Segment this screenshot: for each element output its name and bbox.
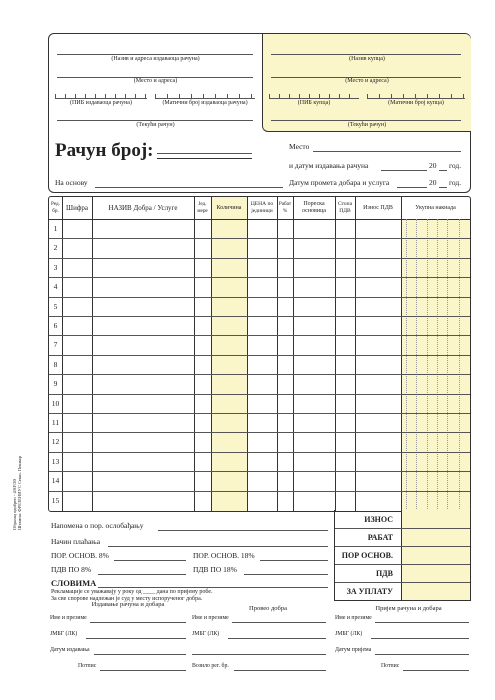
row-number: 14 — [51, 476, 60, 486]
row-number: 10 — [51, 398, 60, 408]
buyer-mb-boxes — [367, 88, 465, 99]
vat-8-label: ПДВ ПО 8% — [51, 565, 92, 574]
col-header-ukupna: Укупна накнада — [415, 204, 456, 211]
total-tax-base-label: ПОР ОСНОВ. — [341, 551, 393, 560]
vehicle-label: Возило рег. бр. — [192, 663, 229, 669]
col-header-sifra: Шифра — [66, 203, 88, 212]
basis-label: На основу — [55, 178, 88, 187]
table-row[interactable] — [49, 258, 470, 278]
row-number: 3 — [53, 262, 58, 272]
vat-18-label: ПДВ ПО 18% — [193, 565, 237, 574]
row-number: 13 — [51, 456, 60, 466]
table-row[interactable] — [49, 316, 470, 336]
issue-date-label: и датум издавања рачуна — [289, 161, 369, 170]
footer-section — [48, 510, 469, 600]
delivery-year-prefix: 20 — [429, 178, 437, 187]
receive-date-label: Датум пријема — [335, 647, 372, 653]
col-header-naziv — [92, 197, 194, 219]
reclamation-line-1: Рекламације се уважавају у року од ____ дана по пријему робе. — [51, 589, 213, 595]
buyer-mb-caption: (Матични број купца) — [388, 100, 444, 106]
table-row[interactable] — [49, 238, 470, 258]
issuer-name-label: Име и презиме — [50, 615, 87, 621]
col-header-rb: Ред. бр. — [51, 201, 60, 214]
payment-method-label: Начин плаћања — [51, 537, 101, 546]
table-row[interactable] — [49, 374, 470, 394]
delivery-year-suffix: год. — [449, 178, 462, 187]
received-by-heading: Пријем рачуна и добара — [375, 605, 442, 612]
issuer-place-caption: (Место и адреса) — [133, 78, 178, 84]
issue-year-prefix: 20 — [429, 161, 437, 170]
row-number: 4 — [53, 282, 58, 292]
buyer-account-caption: (Текући рачун) — [347, 122, 387, 128]
buyer-pib-caption: (ПИБ купца) — [297, 100, 331, 106]
issuer-pib-boxes — [55, 88, 147, 99]
side-imprint-line-1: Образац одобрен - 4/SF/20 — [12, 479, 17, 530]
receiver-signature-label: Потпис — [381, 663, 400, 669]
place-label: Место — [289, 142, 310, 151]
col-header-stopa: Стопа ПДВ — [337, 201, 353, 214]
row-number: 2 — [53, 243, 58, 253]
tax-base-18-label: ПОР. ОСНОВ. 18% — [193, 551, 255, 560]
reclamation-line-2: За све спорове надлежан је суд у месту испорученог добра. — [51, 596, 203, 602]
issue-date-sign-label: Датум издавања — [50, 647, 90, 653]
table-row[interactable] — [49, 471, 470, 491]
tax-base-8-label: ПОР. ОСНОВ. 8% — [51, 551, 109, 560]
row-number: 6 — [53, 321, 58, 330]
issuer-account-caption: (Текући рачун) — [136, 122, 175, 128]
table-row[interactable] — [49, 491, 470, 510]
table-row[interactable] — [49, 452, 470, 472]
issued-by-heading: Издавање рачуна и добара — [91, 601, 165, 608]
issuer-mb-caption: (Матични број издаваоца рачуна) — [162, 100, 248, 106]
col-header-kolicina: Количина — [216, 204, 242, 211]
col-header-cena: ЦЕНА по јединици — [250, 201, 274, 214]
receiver-name-label: Име и презиме — [335, 615, 372, 621]
table-row[interactable] — [49, 219, 470, 239]
buyer-name-caption: (Назив купца) — [349, 56, 385, 62]
buyer-place-caption: (Место и адреса) — [345, 78, 389, 84]
row-number: 8 — [53, 359, 58, 369]
table-row[interactable] — [49, 413, 470, 433]
delivered-by-heading: Провео добра — [249, 605, 287, 612]
issuer-section — [49, 34, 262, 132]
table-row[interactable] — [49, 355, 470, 375]
col-header-osnovica: Пореска основица — [302, 201, 326, 214]
table-row[interactable] — [49, 277, 470, 297]
receiver-jmbg-label: ЈМБГ (ЛК) — [335, 631, 363, 637]
row-number: 1 — [53, 224, 58, 233]
row-number: 11 — [51, 418, 60, 427]
header-box — [48, 33, 471, 193]
amount-in-words-label: СЛОВИМА — [51, 578, 97, 588]
row-number: 9 — [53, 379, 58, 389]
signatures-section — [48, 600, 469, 670]
issuer-pib-caption: (ПИБ издаваоца рачуна) — [70, 100, 132, 106]
row-number: 5 — [53, 301, 58, 311]
issue-year-suffix: год. — [449, 161, 462, 170]
col-header-naziv-rest: Добра / Услуге — [133, 203, 178, 212]
row-number: 12 — [51, 437, 60, 447]
side-imprint-line-2: Штампа: ФРЕЗЕНИУС Секш. Пешвар — [17, 456, 22, 530]
col-header-jm: Јед. мере — [197, 201, 208, 214]
col-header-naziv-bold: НАЗИВ — [108, 203, 132, 212]
items-table — [48, 196, 471, 512]
table-row[interactable] — [49, 432, 470, 452]
total-vat-label: ПДВ — [375, 569, 393, 578]
issuer-signature-label: Потпис — [78, 663, 97, 669]
carrier-name-label: Име и презиме — [192, 615, 229, 621]
table-rows — [49, 219, 470, 511]
table-row[interactable] — [49, 297, 470, 317]
issuer-name-caption: (Назив и адреса издаваоца рачуна) — [111, 56, 200, 62]
tax-exemption-note-label: Напомена о пор. ослобађању — [51, 521, 144, 530]
row-number: 15 — [51, 495, 60, 505]
invoice-title: Рачун број: — [55, 140, 154, 161]
total-amount-label: ИЗНОС — [364, 515, 393, 524]
total-to-pay-label: ЗА УПЛАТУ — [346, 587, 393, 596]
issuer-jmbg-label: ЈМБГ (ЛК) — [50, 631, 78, 637]
invoice-number-line — [157, 158, 252, 159]
row-number: 7 — [53, 340, 58, 350]
side-imprint — [12, 430, 22, 530]
col-header-rabat: Рабат % — [278, 201, 292, 214]
carrier-jmbg-label: ЈМБГ (ЛК) — [192, 631, 220, 637]
totals-box — [334, 510, 471, 601]
buyer-section — [262, 34, 471, 132]
issuer-mb-boxes — [155, 88, 255, 99]
table-row[interactable] — [49, 335, 470, 355]
buyer-pib-boxes — [269, 88, 359, 99]
delivery-date-label: Датум промета добара и услуга — [289, 178, 390, 187]
table-row[interactable] — [49, 394, 470, 414]
col-header-iznos-pdv: Износ ПДВ — [363, 204, 393, 211]
total-discount-label: РАБАТ — [367, 533, 393, 542]
